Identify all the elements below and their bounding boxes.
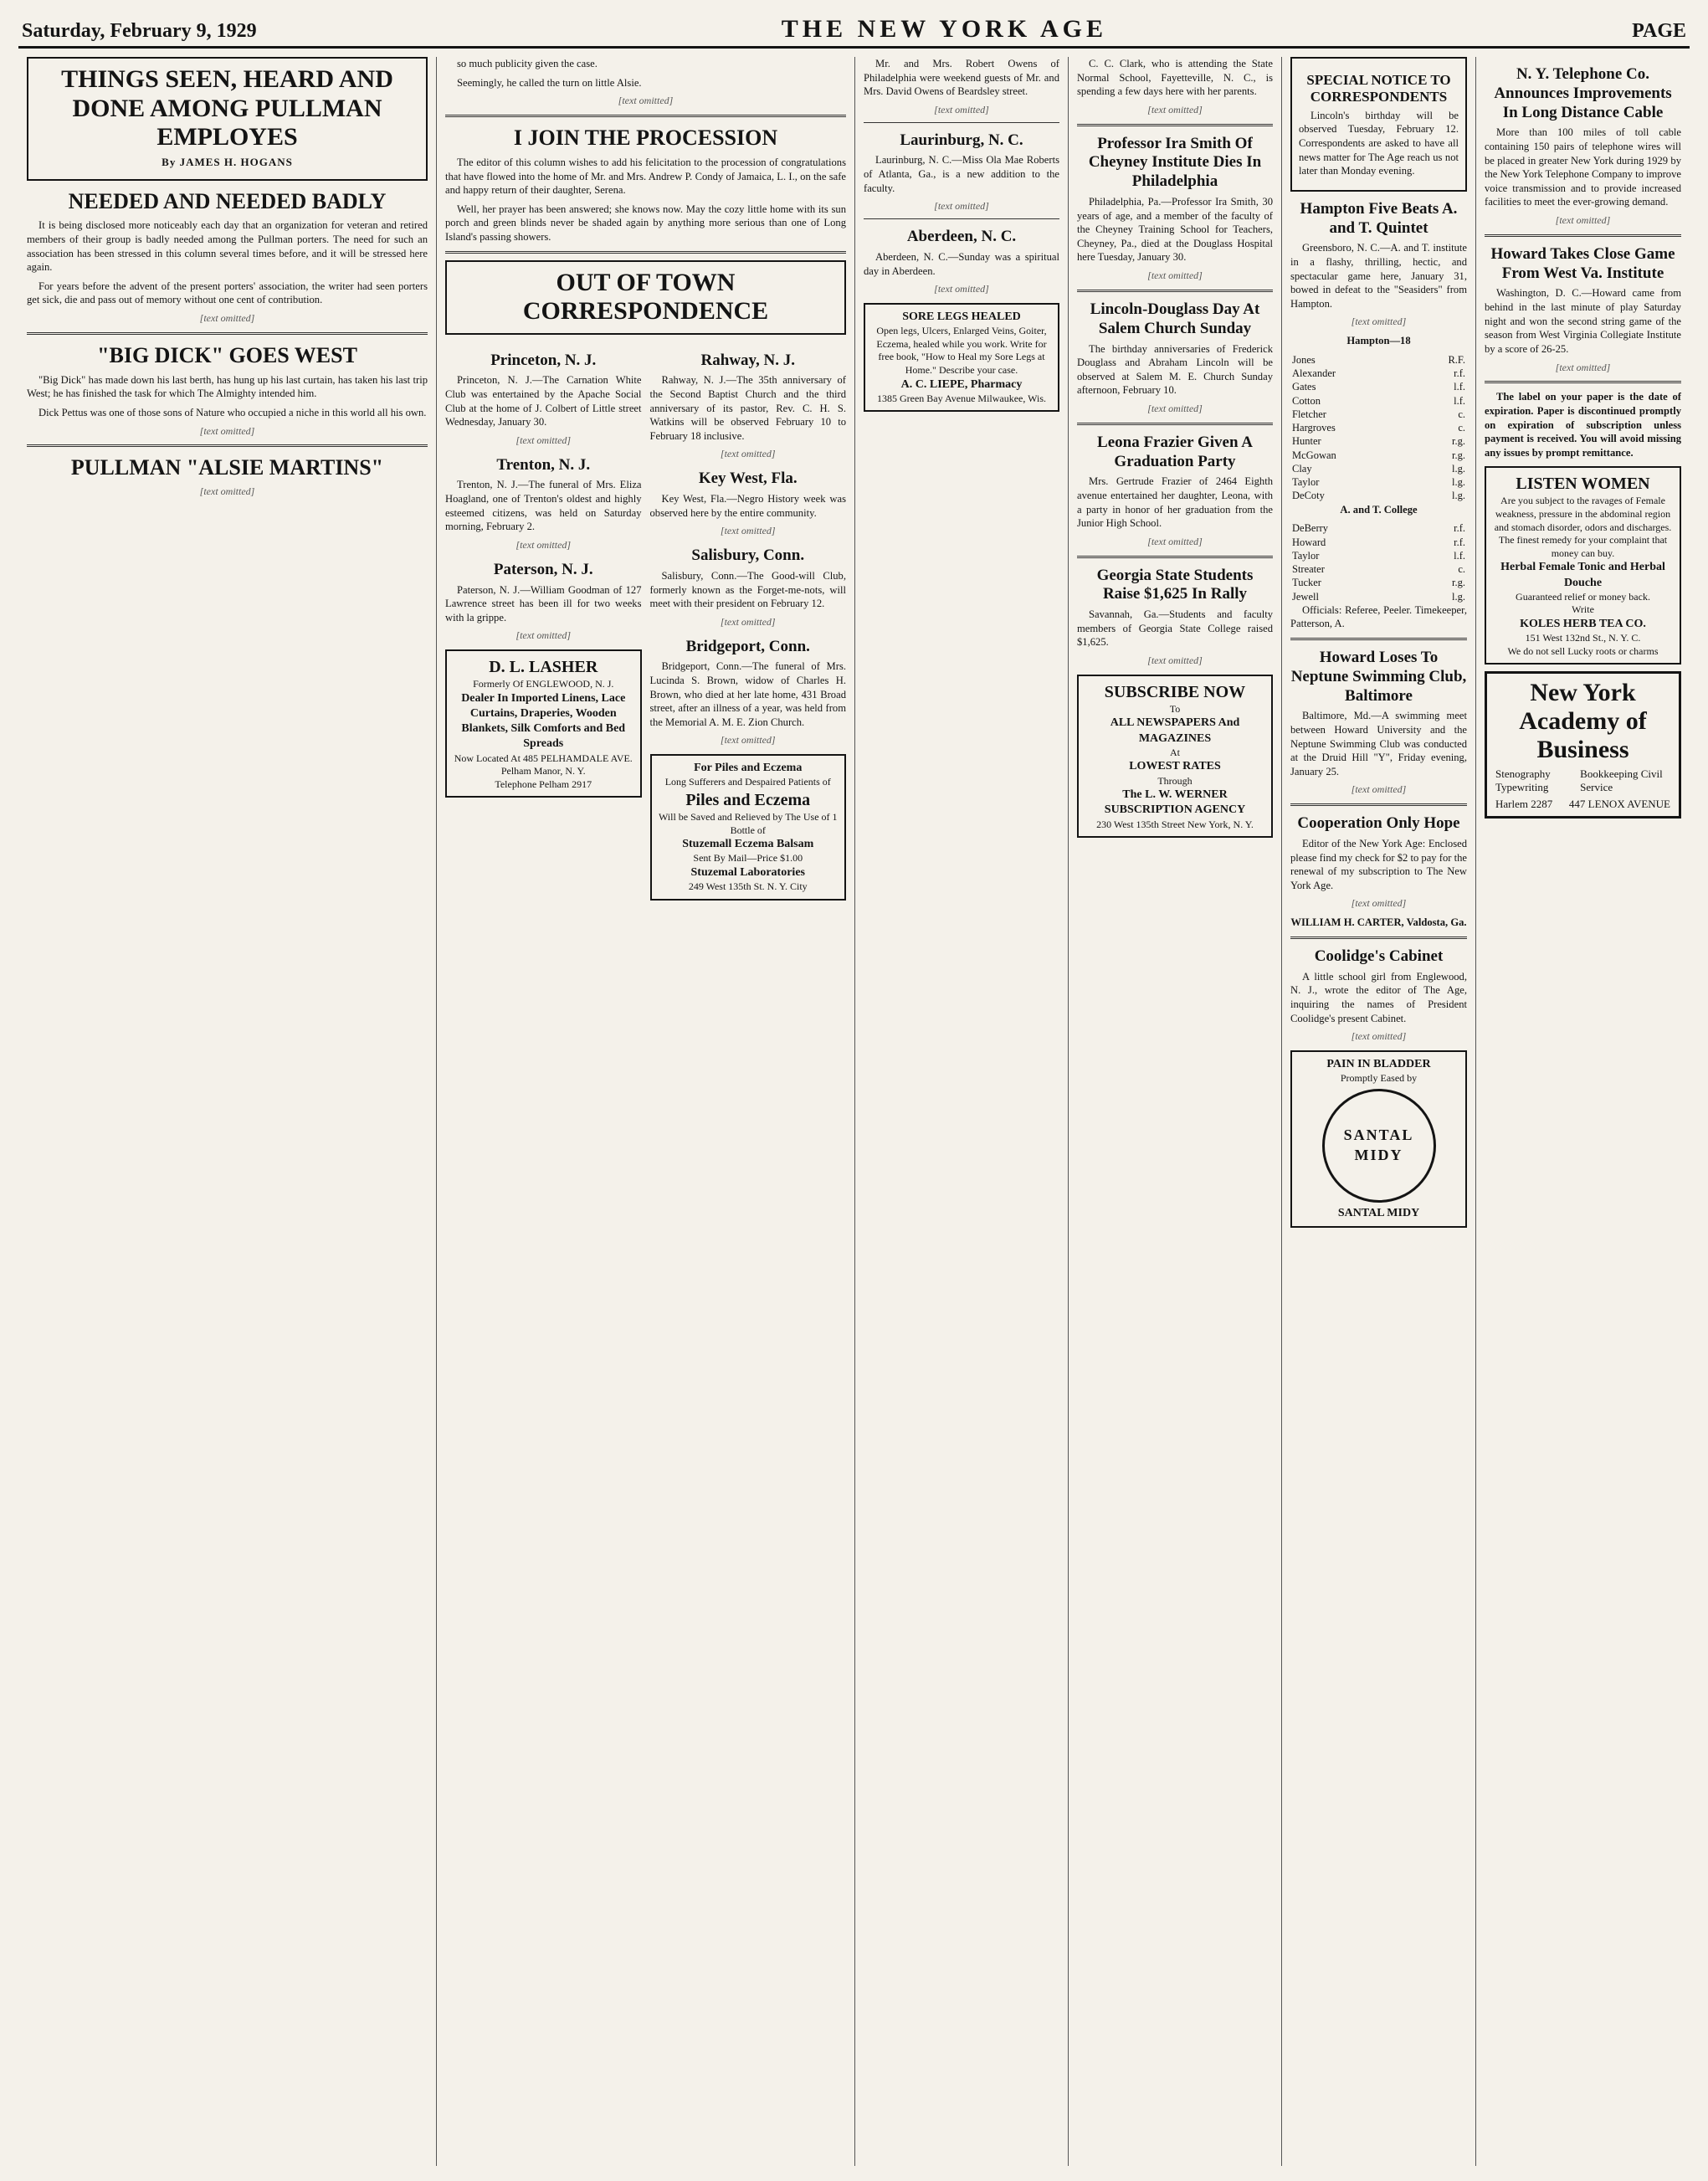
label-notice: The label on your paper is the date of expiration. Paper is discontinued promptly on expiration of subscription unless payment is received. You will avoid missing any issues by prompt remittance. [1485, 391, 1681, 459]
section-heading: Paterson, N. J. [493, 560, 593, 578]
player-name: DeCoty [1292, 490, 1325, 502]
ad-line: At [1170, 746, 1180, 758]
column-pullman [18, 57, 437, 2166]
article-paragraph: The editor of this column wishes to add his felicitation to the procession of congratulations that have flowed into the home of Mr. and Mrs. Andrew P. Condy of Jamaica, L. I., on the safe and happy return of their daughter, Serena. [445, 156, 846, 197]
divider [1077, 290, 1273, 292]
ad-line: ALL NEWSPAPERS And MAGAZINES [1110, 716, 1240, 745]
big-dick-heading: "BIG DICK" GOES WEST [97, 342, 357, 367]
ad-line: Formerly Of ENGLEWOOD, N. J. [473, 678, 614, 690]
ad-line: Long Sufferers and Despaired Patients of [664, 776, 831, 788]
lineup-row [1290, 434, 1467, 448]
section-body: Laurinburg, N. C.—Miss Ola Mae Roberts of Atlanta, Ga., is a new addition to the faculty. [864, 154, 1059, 194]
column-telephone [1476, 57, 1690, 2166]
divider [1485, 381, 1681, 383]
ad-line: 447 LENOX AVENUE [1568, 798, 1670, 811]
omission-note: [text omitted] [515, 629, 572, 642]
ad-line: Sent By Mail—Price $1.00 [693, 852, 803, 865]
lasher-ad [445, 649, 642, 798]
omission-note: [text omitted] [720, 525, 776, 537]
divider [864, 218, 1059, 219]
player-name: Hargroves [1292, 422, 1336, 434]
omission-note: [text omitted] [1147, 654, 1203, 667]
player-name: Tucker [1292, 577, 1321, 589]
omission-note: [text omitted] [618, 95, 674, 107]
section-body: Paterson, N. J.—William Goodman of 127 Lawrence street has been ill for two weeks with la grippe. [445, 583, 642, 624]
divider [1485, 234, 1681, 237]
section-heading: Key West, Fla. [698, 470, 798, 488]
player-name: Cotton [1292, 394, 1321, 407]
omission-note: [text omitted] [515, 538, 572, 551]
lineup-title: A. and T. College [1340, 503, 1418, 516]
lineup-row [1290, 549, 1467, 562]
ad-line: Are you subject to the ravages of Female weakness, pressure in the abdominal region and stomach disorder, odors and discharges. [1494, 495, 1672, 533]
omission-note: [text omitted] [1555, 361, 1611, 373]
howard-heading: Howard Takes Close Game From West Va. Institute [1490, 244, 1675, 282]
player-name: Streater [1292, 563, 1325, 576]
section-heading: Bridgeport, Conn. [685, 637, 810, 655]
hampton-heading: Hampton Five Beats A. and T. Quintet [1300, 199, 1458, 237]
ad-line: To [1169, 702, 1181, 715]
column-sports [1282, 57, 1476, 2166]
ad-line: LOWEST RATES [1129, 760, 1221, 773]
notice-box [1290, 57, 1467, 192]
divider [27, 332, 428, 335]
ad-row [1495, 767, 1670, 794]
article-paragraph: The birthday anniversaries of Frederick Douglass and Abraham Lincoln will be observed at Salem M. E. Church Sunday afternoon, February 10. [1077, 342, 1273, 397]
frazier-heading: Leona Frazier Given A Graduation Party [1097, 433, 1253, 470]
player-position: l.f. [1454, 381, 1465, 393]
ad-line: Herbal Female Tonic and Herbal Douche [1500, 561, 1665, 589]
player-name: DeBerry [1292, 522, 1329, 535]
divider [864, 122, 1059, 123]
omission-note: [text omitted] [1555, 214, 1611, 227]
ad-line: Telephone Pelham 2917 [495, 777, 592, 790]
omission-note: [text omitted] [1147, 402, 1203, 414]
omission-note: [text omitted] [199, 485, 255, 498]
omission-note: [text omitted] [720, 615, 776, 628]
player-name: Howard [1292, 536, 1326, 548]
smith-heading: Professor Ira Smith Of Cheyney Institute Dies In Philadelphia [1088, 134, 1262, 191]
correspondence-right [650, 343, 847, 907]
omission-note: [text omitted] [1351, 316, 1407, 328]
ad-title: For Piles and Eczema [694, 762, 803, 775]
ad-line: Piles and Eczema [685, 791, 811, 810]
player-position: r.f. [1454, 367, 1465, 380]
alsie-heading: PULLMAN "ALSIE MARTINS" [70, 455, 384, 480]
pullman-byline: By JAMES H. HOGANS [162, 155, 293, 168]
divider [1290, 937, 1467, 939]
columns [18, 57, 1690, 2166]
divider [27, 444, 428, 447]
omission-note: [text omitted] [720, 448, 776, 460]
ad-line: A. C. LIEPE, Pharmacy [900, 377, 1023, 391]
article-paragraph: "Big Dick" has made down his last berth, has hung up his last curtain, has taken his last trip West; he has finished the task for which The Almighty intended him. [27, 373, 428, 400]
divider [1290, 638, 1467, 640]
piles-ad [650, 754, 847, 901]
section-body: Salisbury, Conn.—The Good-will Club, formerly known as the Forget-me-nots, will meet with their president on February 12. [649, 569, 846, 610]
player-position: r.g. [1452, 435, 1465, 448]
omission-note: [text omitted] [199, 312, 255, 325]
player-name: Jones [1292, 353, 1316, 366]
section-body: Key West, Fla.—Negro History week was observed here by the entire community. [649, 493, 846, 519]
lineup-row [1290, 590, 1467, 603]
article-paragraph: Washington, D. C.—Howard came from behind in the last minute of play Saturday night and won the second string game of the season from West Virginia Collegiate Institute by a score of 26-25. [1485, 287, 1681, 355]
article-paragraph: More than 100 miles of toll cable containing 150 pairs of telephone wires will be placed in greater New York during 1929 by the New York Telephone Company to improve voice transmission and to provide increased facilities to meet the ever-growing demand. [1485, 126, 1681, 208]
player-position: r.g. [1452, 449, 1465, 461]
player-position: r.g. [1452, 577, 1465, 589]
ad-line: 151 West 132nd St., N. Y. C. [1525, 632, 1641, 644]
lineup-row [1290, 449, 1467, 462]
lineup-row [1290, 353, 1467, 367]
player-position: r.f. [1454, 536, 1465, 548]
sore-legs-ad [864, 303, 1059, 412]
article-paragraph: Greensboro, N. C.—A. and T. institute in a flashy, thrilling, hectic, and spectacular game here, January 31, bowed in defeat to the "Seasiders" from Hampton. [1290, 242, 1467, 310]
ad-line: The finest remedy for your complaint that money can buy. [1498, 534, 1668, 559]
lineup-row [1290, 475, 1467, 489]
omission-note: [text omitted] [934, 103, 989, 115]
ad-line: Through [1157, 774, 1193, 787]
section-body: Rahway, N. J.—The 35th anniversary of the Second Baptist Church and the third anniversary of its pastor, Rev. C. H. S. Watkins will be observed February 10 to February 18 inclusive. [649, 374, 846, 442]
swim-heading: Howard Loses To Neptune Swimming Club, Baltimore [1290, 648, 1467, 705]
ad-line: Dealer In Imported Linens, Lace Curtains, Draperies, Wooden Blankets, Silk Comforts and Bed Spreads [461, 691, 626, 751]
ad-title: SORE LEGS HEALED [902, 310, 1021, 323]
ad-row [1495, 798, 1670, 811]
ad-line: 249 West 135th St. N. Y. City [688, 880, 808, 893]
ad-title: PAIN IN BLADDER [1326, 1057, 1431, 1070]
lineup-row [1290, 521, 1467, 535]
ad-line: Will be Saved and Relieved by The Use of 1 Bottle of [658, 811, 838, 836]
lincoln-heading: Lincoln-Douglass Day At Salem Church Sunday [1090, 300, 1260, 337]
georgia-heading: Georgia State Students Raise $1,625 In Rally [1096, 566, 1254, 603]
pullman-title-box [27, 57, 428, 181]
player-position: r.f. [1454, 522, 1465, 535]
player-name: McGowan [1292, 449, 1336, 461]
issue-date: Saturday, February 9, 1929 [22, 20, 257, 42]
player-position: l.f. [1454, 394, 1465, 407]
letter-signature: WILLIAM H. CARTER, Valdosta, Ga. [1290, 916, 1467, 929]
ad-line: The L. W. WERNER SUBSCRIPTION AGENCY [1104, 788, 1246, 817]
article-paragraph: Seemingly, he called the turn on little Alsie. [457, 76, 642, 89]
ad-line: We do not sell Lucky roots or charms [1507, 644, 1659, 657]
section-heading: Aberdeen, N. C. [906, 228, 1017, 246]
player-position: l.g. [1452, 590, 1465, 603]
article-paragraph: Mrs. Gertrude Frazier of 2464 Eighth avenue entertained her daughter, Leona, with a party in honor of her graduation from the Junior High School. [1077, 475, 1273, 530]
player-position: l.g. [1452, 490, 1465, 502]
omission-note: [text omitted] [1351, 783, 1407, 796]
ad-line: 230 West 135th Street New York, N. Y. [1096, 818, 1254, 830]
article-paragraph: Dick Pettus was one of those sons of Nature who occupied a niche in this world all his own. [38, 406, 427, 418]
ad-title: D. L. LASHER [489, 658, 598, 677]
pullman-title: THINGS SEEN, HEARD AND DONE AMONG PULLMAN EMPLOYES [61, 65, 393, 151]
column-carolina [855, 57, 1069, 2166]
article-paragraph: Mr. and Mrs. Robert Owens of Philadelphia were weekend guests of Mr. and Mrs. David Owens of Beardsley street. [864, 58, 1059, 98]
player-name: Fletcher [1292, 408, 1326, 420]
omission-note: [text omitted] [1147, 269, 1203, 282]
santal-ad [1290, 1050, 1467, 1228]
needed-heading: NEEDED AND NEEDED BADLY [68, 188, 387, 213]
masthead [18, 15, 1690, 49]
divider [1077, 556, 1273, 558]
divider [445, 251, 846, 254]
player-position: l.g. [1452, 462, 1465, 475]
player-position: c. [1458, 422, 1465, 434]
divider [1077, 124, 1273, 126]
article-paragraph: C. C. Clark, who is attending the State Normal School, Fayetteville, N. C., is spending a few days here with her parents. [1077, 58, 1273, 98]
lineup-row [1290, 380, 1467, 393]
ad-line: Promptly Eased by [1340, 1072, 1418, 1085]
article-paragraph: Editor of the New York Age: Enclosed please find my check for $2 to pay for the renewal of my subscription to The New York Age. [1290, 838, 1467, 891]
page-number: PAGE [1632, 20, 1686, 42]
article-paragraph: For years before the advent of the present porters' association, the writer had seen porters get sick, die and pass out of memory without one cent of contribution. [27, 280, 428, 306]
article-paragraph: Philadelphia, Pa.—Professor Ira Smith, 30 years of age, and a member of the faculty of the Cheyney Training School for Teachers, Cheyney, Pa., died at the Douglass Hospital here Tuesday, January 30. [1077, 196, 1273, 264]
section-body: Princeton, N. J.—The Carnation White Club was entertained by the Apache Social Club at the home of J. Colbert of Little street Wednesday, January 30. [445, 374, 642, 429]
lineup-table [1290, 521, 1467, 603]
correspondence-heading-box [445, 260, 846, 335]
omission-note: [text omitted] [1147, 535, 1203, 547]
article-paragraph: A little school girl from Englewood, N. J., wrote the editor of The Age, inquiring the names of President Coolidge's present Cabinet. [1290, 970, 1467, 1024]
section-heading: Rahway, N. J. [700, 351, 795, 369]
ad-line: Bookkeeping Civil Service [1580, 767, 1663, 794]
column-procession [437, 57, 855, 2166]
player-position: c. [1458, 408, 1465, 420]
omission-note: [text omitted] [720, 734, 776, 747]
player-name: Jewell [1292, 590, 1319, 603]
notice-heading: SPECIAL NOTICE TO CORRESPONDENTS [1306, 72, 1451, 105]
column-news [1069, 57, 1282, 2166]
correspondence-columns [445, 343, 846, 907]
player-position: l.f. [1454, 549, 1465, 562]
lineup-table [1290, 353, 1467, 503]
procession-heading: I JOIN THE PROCESSION [513, 126, 778, 151]
omission-note: [text omitted] [1147, 103, 1203, 115]
player-name: Gates [1292, 381, 1316, 393]
player-name: Clay [1292, 462, 1312, 475]
paper-title: THE NEW YORK AGE [781, 15, 1108, 43]
coop-heading: Cooperation Only Hope [1297, 814, 1460, 833]
ad-line: Harlem 2287 [1495, 798, 1553, 811]
ad-line: KOLES HERB TEA CO. [1520, 617, 1646, 630]
section-heading: Laurinburg, N. C. [900, 131, 1023, 149]
ad-line: Guaranteed relief or money back. [1516, 590, 1650, 603]
ad-line: Write [1572, 603, 1594, 616]
player-name: Taylor [1292, 476, 1320, 489]
correspondence-heading: OUT OF TOWN CORRESPONDENCE [522, 268, 769, 326]
player-position: l.g. [1452, 476, 1465, 489]
lineup-row [1290, 462, 1467, 475]
player-name: Hunter [1292, 435, 1321, 448]
article-paragraph: Savannah, Ga.—Students and faculty members of Georgia State College raised $1,625. [1077, 608, 1273, 649]
divider [445, 115, 846, 117]
academy-ad [1485, 671, 1681, 819]
ad-line: 1385 Green Bay Avenue Milwaukee, Wis. [876, 392, 1047, 404]
lineup-row [1290, 489, 1467, 502]
subscribe-ad [1077, 675, 1273, 838]
omission-note: [text omitted] [934, 200, 989, 213]
ad-title: New York Academy of Business [1519, 679, 1647, 764]
listen-women-ad [1485, 466, 1681, 665]
notice-body: Lincoln's birthday will be observed Tuesday, February 12. Correspondents are asked to have all news matter for The Age reach us not later than Monday evening. [1299, 109, 1459, 177]
officials-line: Officials: Referee, Peeler. Timekeeper, Patterson, A. [1290, 603, 1467, 630]
player-position: c. [1458, 563, 1465, 576]
section-heading: Trenton, N. J. [496, 455, 591, 474]
lineup-row [1290, 536, 1467, 549]
lineup-row [1290, 408, 1467, 421]
article-paragraph: Well, her prayer has been answered; she knows now. May the cozy little home with its sun porch and green blinds never be shaded again by anything more serious than one of Long Island's passing showers. [445, 203, 846, 243]
lineup-title: Hampton—18 [1346, 335, 1411, 347]
lineup-row [1290, 367, 1467, 380]
player-name: Taylor [1292, 549, 1320, 562]
section-body: Bridgeport, Conn.—The funeral of Mrs. Lucinda S. Brown, widow of Charles H. Brown, who died at her late home, 431 Broad street, after an illness of a year, was held from the Memorial A. M. E. Zion Church. [649, 660, 846, 728]
ad-line: Open legs, Ulcers, Enlarged Veins, Goiter, Eczema, healed while you work. Write for free book, "How to Heal my Sore Legs at Home." Describe your case. [876, 325, 1047, 376]
player-position: R.F. [1448, 353, 1465, 366]
omission-note: [text omitted] [934, 283, 989, 295]
article-paragraph: so much publicity given the case. [457, 58, 598, 69]
article-paragraph: Baltimore, Md.—A swimming meet between Howard University and the Neptune Swimming Club was conducted at the Druid Hill "Y", Friday evening, January 25. [1290, 710, 1467, 777]
coolidge-heading: Coolidge's Cabinet [1314, 947, 1444, 965]
lineup-row [1290, 421, 1467, 434]
lineup-row [1290, 576, 1467, 589]
ad-line: Stuzemal Laboratories [690, 865, 805, 879]
omission-note: [text omitted] [1351, 897, 1407, 910]
lineup-row [1290, 562, 1467, 576]
player-name: Alexander [1292, 367, 1336, 380]
ad-line: Stenography Typewriting [1495, 767, 1551, 794]
article-paragraph: It is being disclosed more noticeably each day that an organization for veteran and retired members of their group is badly needed among the Pullman porters. The need for such an association has been stressed in this column several times before, and it will be stressed here again. [27, 219, 428, 274]
section-heading: Salisbury, Conn. [691, 547, 805, 565]
section-heading: Princeton, N. J. [490, 351, 597, 369]
divider [1077, 423, 1273, 425]
ad-title: SUBSCRIBE NOW [1104, 682, 1246, 701]
ad-title: LISTEN WOMEN [1516, 475, 1650, 494]
section-body: Aberdeen, N. C.—Sunday was a spiritual day in Aberdeen. [864, 250, 1059, 277]
ad-line: SANTAL MIDY [1337, 1206, 1420, 1219]
santal-seal: SANTAL MIDY [1322, 1089, 1436, 1203]
divider [1290, 803, 1467, 806]
omission-note: [text omitted] [199, 424, 255, 437]
section-body: Trenton, N. J.—The funeral of Mrs. Eliza Hoagland, one of Trenton's oldest and highly esteemed citizens, was held on Saturday morning, February 2. [445, 479, 642, 533]
omission-note: [text omitted] [1351, 1030, 1407, 1043]
omission-note: [text omitted] [515, 434, 572, 446]
lineup-row [1290, 394, 1467, 408]
telephone-heading: N. Y. Telephone Co. Announces Improvements In Long Distance Cable [1494, 65, 1672, 121]
ad-line: Stuzemall Eczema Balsam [682, 838, 814, 851]
ad-line: Now Located At 485 PELHAMDALE AVE. Pelham Manor, N. Y. [454, 752, 633, 777]
correspondence-left [445, 343, 642, 907]
